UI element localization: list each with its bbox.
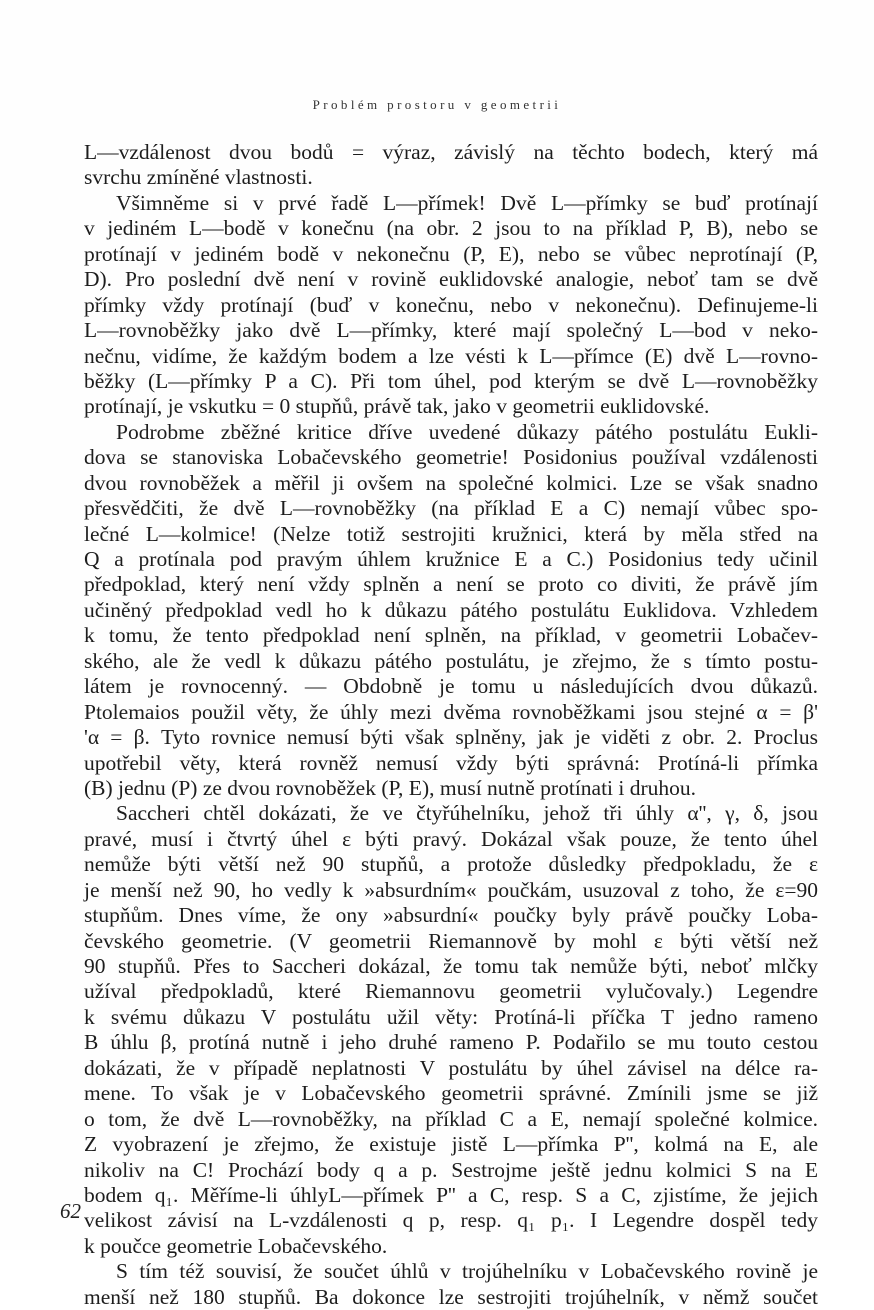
text-line: velikost závisí na L-vzdálenosti q p, resp. q₁ p₁. I Legendre dospěl tedy	[84, 1208, 818, 1233]
text-line: přesvědčiti, že dvě L—rovnoběžky (na příklad E a C) nemají vůbec spo-	[84, 496, 818, 521]
text-line: látem je rovnocenný. — Obdobně je tomu u následujících dvou důkazů.	[84, 674, 818, 699]
text-line: L—vzdálenost dvou bodů = výraz, závislý na těchto bodech, který má	[84, 140, 818, 164]
text-line: nikoliv na C! Prochází body q a p. Sestrojme ještě jednu kolmici S na E	[84, 1157, 818, 1182]
text-line: Všimněme si v prvé řadě L—přímek! Dvě L—přímky se buď protínají	[116, 190, 818, 215]
text-line: je menší než 90, ho vedly k »absurdním« poučkám, usuzoval z toho, že ε=90	[84, 877, 818, 902]
text-line: dova se stanoviska Lobačevského geometrie! Posidonius používal vzdálenosti	[84, 445, 818, 470]
text-line: 90 stupňů. Přes to Saccheri dokázal, že tomu tak nemůže býti, neboť mlčky	[84, 954, 818, 978]
text-line: dvou rovnoběžek a měřil ji ovšem na společné kolmici. Lze se však snadno	[84, 470, 818, 495]
text-line: svrchu zmíněné vlastnosti.	[84, 165, 313, 190]
text-line: nečnu, vidíme, že každým bodem a lze vésti k L—přímce (E) dvě L—rovno-	[84, 343, 818, 368]
text-line: menší než 180 stupňů. Ba dokonce lze sestrojiti trojúhelník, v němž součet	[84, 1284, 818, 1309]
text-line: pravé, musí i čtvrtý úhel ε býti pravý. Dokázal však pouze, že tento úhel	[84, 826, 818, 851]
text-line: mene. To však je v Lobačevského geometrii správné. Zmínili jsme se již	[84, 1081, 818, 1106]
text-line: učiněný předpoklad vedl ho k důkazu pátého postulátu Euklidova. Vzhledem	[84, 597, 818, 622]
running-header: Problém prostoru v geometrii	[312, 97, 562, 112]
text-line: 'α = β. Tyto rovnice nemusí býti však splněny, jak je viděti z obr. 2. Proclus	[84, 725, 818, 750]
text-line: bodem q₁. Měříme-li úhlyL—přímek P'' a C, resp. S a C, zjistíme, že jejich	[84, 1182, 818, 1207]
text-line: nemůže býti větší než 90 stupňů, a protože důsledky předpokladu, že ε	[84, 852, 818, 877]
text-line: užíval předpokladů, které Riemannovu geometrii vylučovaly.) Legendre	[84, 979, 818, 1004]
text-line: předpoklad, který není vždy splněn a není se proto co diviti, že právě jím	[84, 572, 818, 597]
text-line: D). Pro poslední dvě není v rovině euklidovské analogie, neboť tam se dvě	[84, 267, 818, 292]
text-line: o tom, že dvě L—rovnoběžky, na příklad C a E, nemají společné kolmice.	[84, 1106, 818, 1131]
text-line: v jediném L—bodě v konečnu (na obr. 2 jsou to na příklad P, B), nebo se	[84, 216, 818, 241]
text-line: upotřebil věty, která rovněž nemusí vždy býti správná: Protíná-li přímka	[84, 750, 818, 775]
text-line: B úhlu β, protíná nutně i jeho druhé rameno P. Podařilo se mu touto cestou	[84, 1030, 818, 1055]
text-line: dokázati, že v případě neplatnosti V postulátu by úhel závisel na délce ra-	[84, 1055, 818, 1080]
text-line: přímky vždy protínají (buď v konečnu, nebo v nekonečnu). Definujeme-li	[84, 292, 818, 317]
body-text	[84, 140, 818, 1310]
text-line: Saccheri chtěl dokázati, že ve čtyřúhelníku, jehož tři úhly α'', γ, δ, jsou	[116, 801, 818, 826]
text-line: Podrobme zběžné kritice dříve uvedené důkazy pátého postulátu Eukli-	[116, 419, 818, 444]
text-line: k svému důkazu V postulátu užil věty: Protíná-li příčka T jedno rameno	[84, 1004, 818, 1029]
text-line: protínají v jediném bodě v nekonečnu (P, E), nebo se vůbec neprotínají (P,	[84, 241, 818, 266]
text-line: k tomu, že tento předpoklad není splněn, na příklad, v geometrii Lobačev-	[84, 623, 818, 648]
text-line: (B) jednu (P) ze dvou rovnoběžek (P, E), musí nutně protínati i druhou.	[84, 775, 697, 800]
page-number: 62	[60, 1199, 81, 1223]
text-line: čevského geometrie. (V geometrii Riemannově by mohl ε býti větší než	[84, 928, 818, 953]
text-line: lečné L—kolmice! (Nelze totiž sestrojiti kružnici, která by měla střed na	[84, 521, 818, 546]
text-line: protínají, je vskutku = 0 stupňů, právě tak, jako v geometrii euklidovské.	[84, 394, 710, 419]
text-line: ského, ale že vedl k důkazu pátého postulátu, je zřejmo, že s tímto postu-	[84, 648, 818, 673]
text-line: Z vyobrazení je zřejmo, že existuje jistě L—přímka P'', kolmá na E, ale	[84, 1132, 818, 1157]
text-line: L—rovnoběžky jako dvě L—přímky, které mají společný L—bod v neko-	[84, 318, 818, 343]
text-line: Ptolemaios použil věty, že úhly mezi dvěma rovnoběžkami jsou stejné α = β'	[84, 699, 818, 724]
text-line: k poučce geometrie Lobačevského.	[84, 1233, 388, 1258]
text-line: S tím též souvisí, že součet úhlů v trojúhelníku v Lobačevského rovině je	[116, 1259, 818, 1284]
text-line: stupňům. Dnes víme, že ony »absurdní« poučky byly právě poučky Loba-	[84, 903, 818, 928]
text-line: Q a protínala pod pravým úhlem kružnice E a C.) Posidonius tedy učinil	[84, 547, 818, 571]
text-line: běžky (L—přímky P a C). Při tom úhel, pod kterým se dvě L—rovnoběžky	[84, 368, 818, 393]
